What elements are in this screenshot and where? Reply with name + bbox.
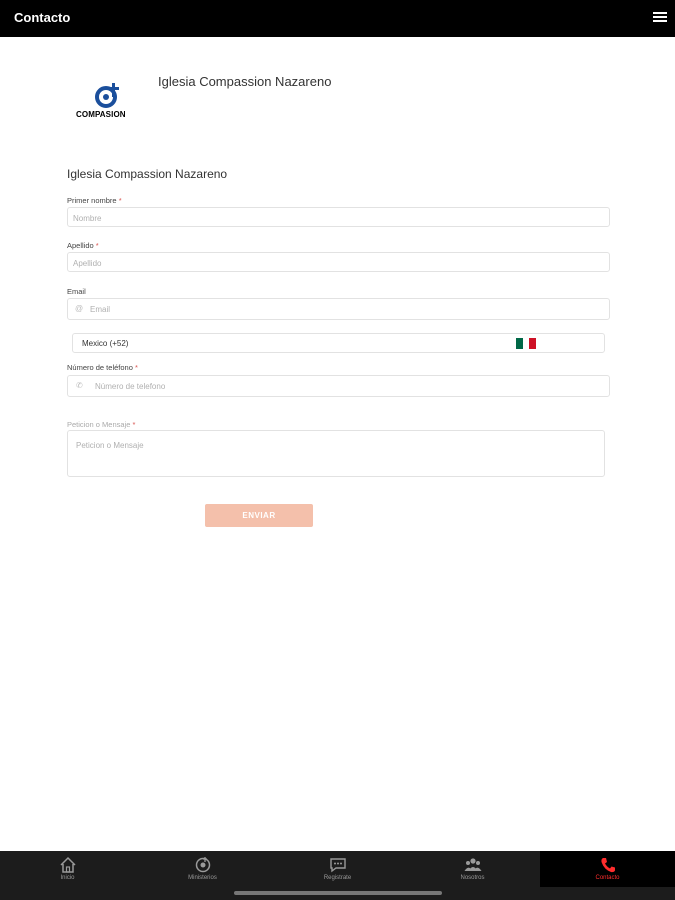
first-name-field xyxy=(67,207,610,227)
message-textarea[interactable] xyxy=(68,431,604,476)
nav-item-contacto[interactable] xyxy=(540,851,675,887)
phone-label: Número de teléfono * xyxy=(67,363,138,372)
church-name: Iglesia Compassion Nazareno xyxy=(158,74,332,89)
logo-text: COMPASION xyxy=(76,110,126,119)
nav-label: Nosotros xyxy=(460,875,485,881)
top-app-bar xyxy=(0,0,675,37)
nav-label: Contacto xyxy=(595,875,620,881)
home-indicator xyxy=(234,891,442,895)
message-field xyxy=(67,430,605,477)
first-name-label: Primer nombre * xyxy=(67,196,122,205)
hamburger-menu-icon[interactable] xyxy=(653,12,667,24)
nav-item-ministerios[interactable] xyxy=(135,851,270,887)
phone-field xyxy=(67,375,610,397)
form-title: Iglesia Compassion Nazareno xyxy=(67,167,228,181)
people-icon xyxy=(464,856,482,874)
last-name-input[interactable] xyxy=(68,255,609,273)
ministries-icon xyxy=(194,856,212,874)
home-icon xyxy=(59,856,77,874)
send-button[interactable]: ENVIAR xyxy=(205,504,313,527)
compassion-logo-icon xyxy=(94,82,124,108)
nav-label: Ministerios xyxy=(188,875,217,881)
first-name-input[interactable] xyxy=(68,210,609,228)
email-field xyxy=(67,298,610,320)
country-code-select[interactable] xyxy=(72,333,605,353)
last-name-label: Apellido * xyxy=(67,241,99,250)
phone-icon: ✆ xyxy=(76,381,83,390)
church-logo xyxy=(74,82,146,122)
page-title: Contacto xyxy=(14,10,71,25)
nav-item-nosotros[interactable] xyxy=(405,851,540,887)
nav-item-registrate[interactable] xyxy=(270,851,405,887)
email-input[interactable] xyxy=(68,300,609,320)
nav-item-inicio[interactable] xyxy=(0,851,135,887)
message-label: Peticion o Mensaje * xyxy=(67,420,136,429)
email-at-icon: @ xyxy=(75,304,84,313)
phone-icon xyxy=(599,856,617,874)
chat-icon xyxy=(329,856,347,874)
mexico-flag-icon xyxy=(516,338,536,349)
phone-input[interactable] xyxy=(68,377,609,397)
email-label: Email xyxy=(67,287,86,296)
last-name-field xyxy=(67,252,610,272)
nav-label: Inicio xyxy=(60,875,75,881)
nav-label: Registrate xyxy=(323,875,352,881)
country-selected: Mexico (+52) xyxy=(82,339,129,348)
